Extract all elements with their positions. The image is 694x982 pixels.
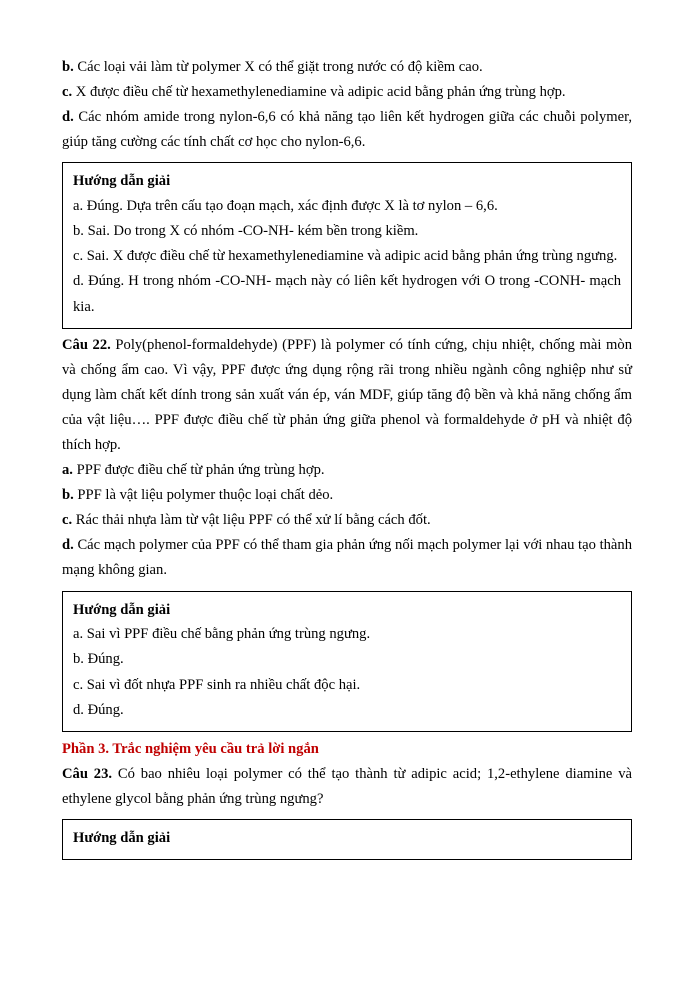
question-23: [62, 762, 632, 812]
solution-box-2-line-d: d. Đúng.: [73, 701, 124, 718]
question-22-statement-d-text: Các mạch polymer của PPF có thể tham gia phản ứng nối mạch polymer lại với nhau tạo thành mạng không gian.: [62, 537, 632, 579]
question-22: [62, 333, 632, 458]
solution-box-2: [62, 591, 632, 732]
question-22-statement-d: [62, 533, 632, 583]
question-22-statement-a-text: PPF được điều chế từ phản ứng trùng hợp.: [72, 462, 325, 479]
part-3-heading: Phần 3. Trắc nghiệm yêu cầu trả lời ngắn: [62, 740, 319, 757]
question-23-body: Có bao nhiêu loại polymer có thể tạo thành từ adipic acid; 1,2-ethylene diamine và ethylene glycol bằng phản ứng trùng ngưng?: [62, 766, 632, 808]
statement-b-top: [62, 55, 632, 80]
question-22-statement-a-label: a.: [62, 462, 73, 479]
solution-box-2-title: Hướng dẫn giải: [73, 601, 171, 618]
solution-box-2-line-b: b. Đúng.: [73, 651, 124, 668]
solution-box-2-line-a: a. Sai vì PPF điều chế bằng phản ứng trùng ngưng.: [73, 626, 371, 643]
question-22-statement-c-text: Rác thải nhựa làm từ vật liệu PPF có thể xử lí bằng cách đốt.: [72, 512, 431, 529]
statement-c-top: [62, 80, 632, 105]
question-22-statement-c-label: c.: [62, 512, 73, 529]
statement-b-text: Các loại vải làm từ polymer X có thể giặt trong nước có độ kiềm cao.: [73, 59, 483, 75]
question-22-statement-b-label: b.: [62, 487, 74, 504]
question-22-statement-b: [62, 483, 632, 508]
solution-box-3: [62, 819, 632, 860]
question-22-statement-a: [62, 458, 632, 483]
statement-c-label: c.: [62, 84, 73, 101]
question-22-statement-d-label: d.: [62, 537, 74, 554]
question-22-label: Câu 22.: [62, 336, 111, 353]
solution-box-2-line-c: c. Sai vì đốt nhựa PPF sinh ra nhiều chất độc hại.: [73, 676, 361, 693]
solution-box-1-line-c: c. Sai. X được điều chế từ hexamethylenediamine và adipic acid bằng phản ứng trùng ngưng.: [73, 248, 618, 265]
statement-d-label: d.: [62, 109, 74, 126]
statement-b-label: b.: [62, 59, 74, 75]
question-22-body: Poly(phenol-formaldehyde) (PPF) là polymer có tính cứng, chịu nhiệt, chống mài mòn và chống ẩm cao. Vì vậy, PPF được ứng dụng rộng rãi trong nhiều ngành công nghiệp như sử dụng làm chất kết dính trong sản xuất ván ép, ván MDF, giúp tăng độ bền và khả năng chống ẩm của vật liệu…. PPF được điều chế từ phản ứng giữa phenol và formaldehyde ở pH và nhiệt độ thích hợp.: [62, 336, 632, 454]
question-22-statement-c: [62, 508, 632, 533]
solution-box-1-title: Hướng dẫn giải: [73, 173, 171, 190]
solution-box-1-line-d: d. Đúng. H trong nhóm -CO-NH- mạch này có liên kết hydrogen với O trong -CONH- mạch kia.: [73, 273, 621, 315]
statement-d-text: Các nhóm amide trong nylon-6,6 có khả năng tạo liên kết hydrogen giữa các chuỗi polymer, giúp tăng cường các tính chất cơ học cho nylon-6,6.: [62, 109, 632, 151]
solution-box-1: [62, 162, 632, 328]
question-23-label: Câu 23.: [62, 766, 113, 783]
solution-box-3-title: Hướng dẫn giải: [73, 830, 171, 847]
solution-box-1-line-b: b. Sai. Do trong X có nhóm -CO-NH- kém bền trong kiềm.: [73, 223, 419, 240]
solution-box-1-line-a: a. Đúng. Dựa trên cấu tạo đoạn mạch, xác định được X là tơ nylon – 6,6.: [73, 198, 498, 215]
question-22-statement-b-text: PPF là vật liệu polymer thuộc loại chất dẻo.: [73, 487, 334, 504]
statement-c-text: X được điều chế từ hexamethylenediamine và adipic acid bằng phản ứng trùng hợp.: [72, 84, 566, 101]
statement-d-top: [62, 105, 632, 155]
